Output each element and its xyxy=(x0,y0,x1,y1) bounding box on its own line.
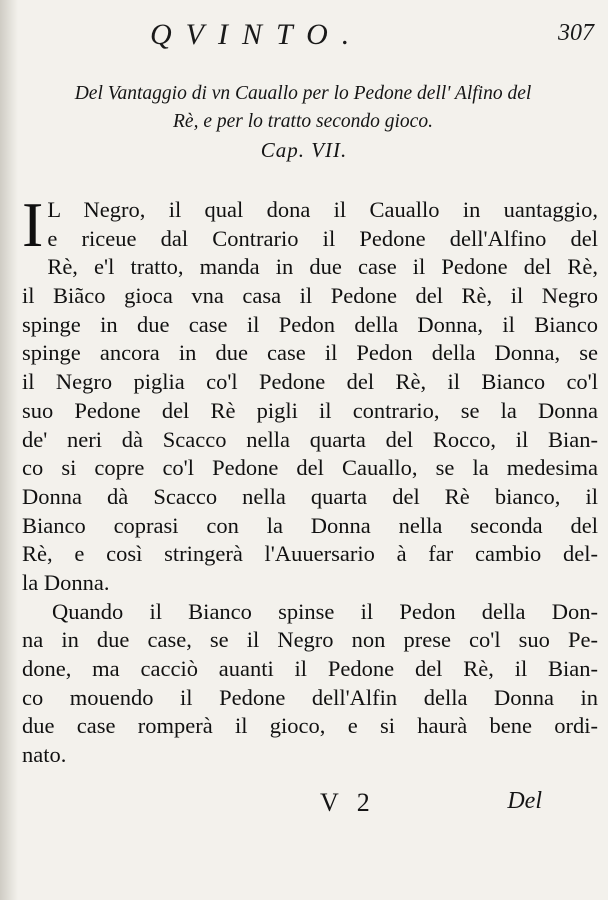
body-text xyxy=(22,189,598,770)
text-line: il Biãco gioca vna casa il Pedone del Rè, il Negro xyxy=(22,283,598,309)
text-line: il Negro piglia co'l Pedone del Rè, il Bianco co'l xyxy=(22,369,598,395)
text-line: L Negro, il qual dona il Cauallo in uantaggio, xyxy=(47,197,598,222)
text-line: e riceue dal Contrario il Pedone dell'Alfino del xyxy=(47,225,598,251)
text-line: Rè, e così stringerà l'Auuersario à far cambio del- xyxy=(22,541,598,567)
text-line: Rè, e'l tratto, manda in due case il Pedone del Rè, xyxy=(47,254,598,280)
text-line: done, ma cacciò auanti il Pedone del Rè, il Bian- xyxy=(22,656,598,681)
text-line: nato. xyxy=(22,742,67,768)
paragraph-1 xyxy=(22,189,598,598)
text-line: spinge ancora in due case il Pedon della Donna, se xyxy=(22,340,598,366)
page-header xyxy=(0,12,608,52)
text-line: co mouendo il Pedone dell'Alfin della Donna in xyxy=(22,684,598,710)
chapter-heading: Cap. VII. xyxy=(260,138,348,162)
paragraph-2 xyxy=(22,598,598,770)
text-line: co si copre co'l Pedone del Cauallo, se la medesima xyxy=(22,455,598,481)
chapter-title-line-1: Del Vantaggio di vn Cauallo per lo Pedone dell' Alfino del xyxy=(74,83,532,104)
text-line: Quando il Bianco spinse il Pedon della Don- xyxy=(52,598,598,624)
text-line: na in due case, se il Negro non prese co'l suo Pe- xyxy=(22,627,598,653)
chapter-title-line-2: Rè, e per lo tratto secondo gioco. xyxy=(173,111,433,132)
catchword: Del xyxy=(507,788,542,814)
text-line: Donna dà Scacco nella quarta del Rè bianco, il xyxy=(22,483,598,509)
page-footer xyxy=(0,784,608,824)
text-line: de' neri dà Scacco nella quarta del Rocco, il Bian- xyxy=(22,426,598,452)
text-line: Bianco coprasi con la Donna nella seconda del xyxy=(22,512,598,538)
text-line: spinge in due case il Pedon della Donna, il Bianco xyxy=(22,311,598,337)
running-head: QVINTO. xyxy=(150,18,364,51)
signature-mark: V 2 xyxy=(320,788,376,817)
page-number: 307 xyxy=(558,20,594,46)
chapter-title xyxy=(16,80,590,136)
text-line: la Donna. xyxy=(22,569,110,595)
drop-cap: I xyxy=(22,189,44,260)
text-line: due case romperà il gioco, e si haurà bene ordi- xyxy=(22,713,598,739)
text-line: suo Pedone del Rè pigli il contrario, se la Donna xyxy=(22,397,598,423)
